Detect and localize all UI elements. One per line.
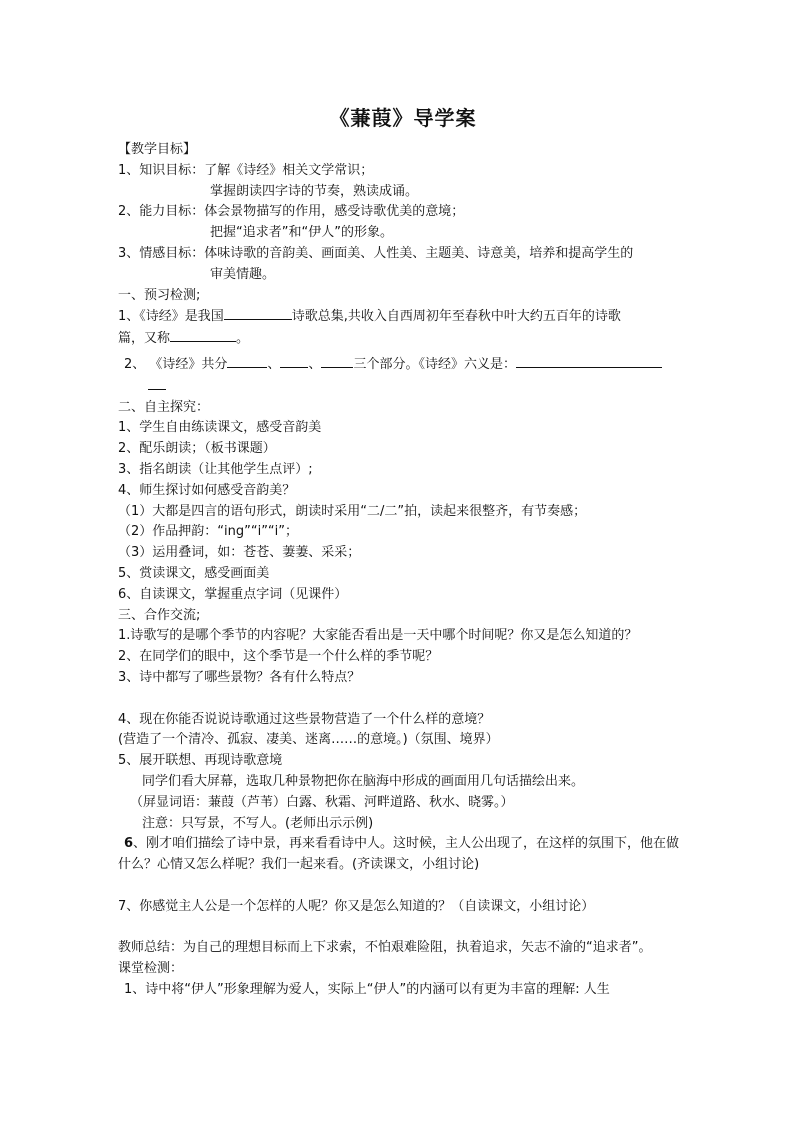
- preview-q1-text-d: 。: [236, 331, 250, 347]
- blank-field[interactable]: [148, 376, 166, 390]
- explore-item-4-2: （2）作品押韵：“ing”“i”“i”；: [118, 524, 299, 540]
- goal-knowledge-cont: 掌握朗读四字诗的节奏，熟读成诵。: [210, 183, 419, 199]
- cooperate-item-5-a: 同学们看大屏幕，选取几种景物把你在脑海中形成的画面用几句话描绘出来。: [142, 773, 585, 789]
- page-title: 《蒹葭》导学案: [329, 106, 477, 130]
- preview-q1-text-c: 篇，又称: [118, 331, 171, 347]
- explore-item-3: 3、指名朗读（让其他学生点评）;: [118, 461, 313, 477]
- goals-header: 【教学目标】: [118, 142, 197, 157]
- teacher-summary: 教师总结：为自己的理想目标而上下求索，不怕艰难险阻，执着追求，矢志不渝的“追求者”。: [118, 940, 652, 956]
- preview-q2-sep1: 、: [267, 356, 281, 372]
- cooperate-item-6-number: 6: [124, 836, 134, 852]
- cooperate-item-4-answer: (营造了一个清冷、孤寂、凄美、迷离……的意境。)（氛围、境界）: [118, 732, 499, 748]
- class-check-header: 课堂检测：: [118, 961, 184, 977]
- explore-item-6: 6、自读课文，掌握重点字词（见课件）: [118, 586, 348, 602]
- spacer: [118, 689, 688, 710]
- goal-emotion-cont: 审美情趣。: [210, 266, 276, 282]
- blank-field[interactable]: [170, 328, 236, 342]
- blank-field[interactable]: [227, 354, 267, 368]
- section-explore-header: 二、自主探究：: [118, 399, 210, 415]
- goal-knowledge: 1、知识目标：了解《诗经》相关文学常识；: [118, 162, 374, 178]
- preview-q1-text-b: 诗歌总集,共收入自西周初年至春秋中叶大约五百年的诗歌: [291, 309, 621, 325]
- spacer: [118, 876, 688, 897]
- explore-item-5: 5、赏读课文，感受画面美: [118, 565, 270, 581]
- preview-q2-text-b: 三个部分。《诗经》六义是：: [353, 356, 516, 372]
- cooperate-item-5-c: 注意：只写景，不写人。(老师出示示例): [142, 815, 374, 831]
- preview-question-1-cont: [118, 328, 688, 350]
- document-page: [118, 100, 688, 1001]
- section-cooperate-header: 三、合作交流;: [118, 607, 201, 623]
- blank-field[interactable]: [280, 354, 308, 368]
- cooperate-item-7: 7、你感觉主人公是一个怎样的人呢？你又是怎么知道的？（自读课文，小组讨论）: [118, 898, 595, 914]
- explore-item-4-1: （1）大都是四言的语句形式，朗读时采用“二/二”拍，读起来很整齐，有节奏感；: [118, 503, 587, 519]
- cooperate-item-5: 5、展开联想、再现诗歌意境: [118, 753, 283, 769]
- explore-item-4: 4、师生探讨如何感受音韵美？: [118, 482, 296, 498]
- explore-item-1: 1、学生自由练读课文，感受音韵美: [118, 420, 322, 436]
- spacer: [118, 917, 688, 938]
- goal-ability-cont: 把握“追求者”和“伊人”的形象。: [210, 225, 393, 241]
- blank-field[interactable]: [224, 306, 292, 320]
- cooperate-item-1: 1.诗歌写的是哪个季节的内容呢？大家能否看出是一天中哪个时间呢？你又是怎么知道的？: [118, 628, 638, 644]
- cooperate-item-2: 2、在同学们的眼中，这个季节是一个什么样的季节呢？: [118, 649, 439, 665]
- cooperate-item-6-text: 、刚才咱们描绘了诗中景，再来看看诗中人。这时候，主人公出现了，在这样的氛围下，他在做什么？心情又怎么样呢？我们一起来看。(齐读课文，小组讨论): [118, 836, 680, 873]
- explore-item-2: 2、配乐朗读；（板书课题）: [118, 441, 276, 457]
- goal-emotion: 3、情感目标：体味诗歌的音韵美、画面美、人性美、主题美、诗意美，培养和提高学生的: [118, 245, 634, 261]
- explore-item-4-3: （3）运用叠词，如：苍苍、萋萋、采采；: [118, 545, 361, 561]
- goal-ability: 2、能力目标：体会景物描写的作用，感受诗歌优美的意境；: [118, 204, 465, 220]
- preview-question-1: [118, 306, 688, 328]
- section-preview-header: 一、预习检测;: [118, 287, 201, 303]
- blank-field[interactable]: [321, 354, 353, 368]
- preview-question-2-cont: [118, 376, 688, 398]
- class-check-item-1: 1、诗中将“伊人”形象理解为爱人，实际上“伊人”的内涵可以有更为丰富的理解: 人生: [124, 981, 610, 997]
- cooperate-item-6: [118, 834, 688, 876]
- preview-q2-sep2: 、: [308, 356, 322, 372]
- preview-q1-text-a: 1、《诗经》是我国: [118, 309, 224, 325]
- cooperate-item-4: 4、现在你能否说说诗歌通过这些景物营造了一个什么样的意境？: [118, 711, 491, 727]
- cooperate-item-5-b: （屏显词语：蒹葭（芦苇）白露、秋霜、河畔道路、秋水、晓雾。）: [130, 794, 514, 810]
- preview-q2-text-a: 2、 《诗经》共分: [124, 356, 228, 372]
- blank-field[interactable]: [516, 354, 662, 368]
- cooperate-item-3: 3、诗中都写了哪些景物？各有什么特点？: [118, 669, 361, 685]
- preview-question-2: [118, 354, 688, 376]
